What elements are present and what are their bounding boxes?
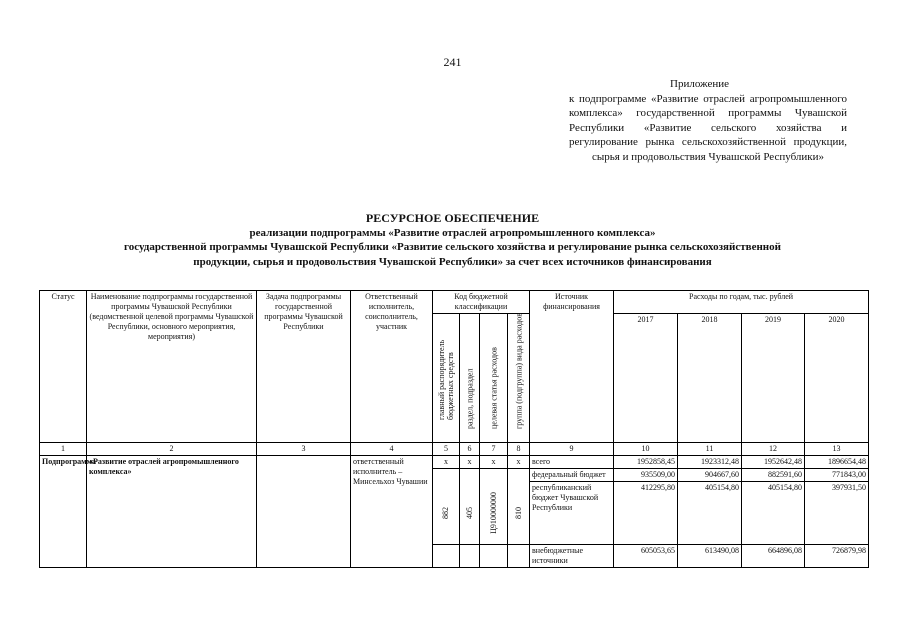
col-number: 4 xyxy=(351,443,433,456)
document-title xyxy=(0,211,905,269)
col-number: 10 xyxy=(614,443,678,456)
value-cell: 605053,65 xyxy=(614,544,678,567)
program-status: Подпрограмма xyxy=(40,456,87,568)
col-number: 11 xyxy=(678,443,742,456)
header-name: Наименование подпрограммы государственной программы Чувашской Республики (ведомственной целевой программы Чувашской Республики, основного мероприятия, мероприятия) xyxy=(87,291,257,443)
title-line-4: продукции, сырья и продовольствия Чувашской Республики» за счет всех источников финансирования xyxy=(193,255,712,268)
value-cell: 397931,50 xyxy=(805,482,869,545)
header-budget-code: Код бюджетной классификации xyxy=(433,291,530,314)
header-year-2017: 2017 xyxy=(614,314,678,443)
value-cell: 904667,60 xyxy=(678,469,742,482)
value-cell: 1952858,45 xyxy=(614,456,678,469)
header-year-2019: 2019 xyxy=(742,314,805,443)
mark-cell: x xyxy=(508,456,530,469)
col-number: 3 xyxy=(257,443,351,456)
value-cell: 935509,00 xyxy=(614,469,678,482)
header-year-2020: 2020 xyxy=(805,314,869,443)
program-executor xyxy=(351,456,433,568)
header-code-group: группа (подгруппа) вида расходов xyxy=(508,314,530,443)
source-cell: внебюджетные источники xyxy=(530,544,614,567)
value-cell: 1952642,48 xyxy=(742,456,805,469)
value-cell: 613490,08 xyxy=(678,544,742,567)
value-cell: 882591,60 xyxy=(742,469,805,482)
col-number: 6 xyxy=(460,443,480,456)
mark-cell: x xyxy=(480,456,508,469)
value-cell: 1896654,48 xyxy=(805,456,869,469)
code-cell-empty xyxy=(508,544,530,567)
col-number: 12 xyxy=(742,443,805,456)
col-number: 13 xyxy=(805,443,869,456)
header-expenses: Расходы по годам, тыс. рублей xyxy=(614,291,869,314)
table-row xyxy=(40,456,869,469)
executor-role: ответственный исполнитель – xyxy=(353,457,404,476)
code-cell-empty xyxy=(460,544,480,567)
value-cell: 405154,80 xyxy=(678,482,742,545)
mark-cell: x xyxy=(433,456,460,469)
col-number: 2 xyxy=(87,443,257,456)
header-status: Статус xyxy=(40,291,87,443)
code-article-cell: Ц910000000 xyxy=(480,482,508,545)
code-group-cell: 810 xyxy=(508,482,530,545)
appendix-text: к подпрограмме «Развитие отраслей агропромышленного комплекса» государственной программы Чувашской Республики «Развитие сельского хозяйства и регулирование рынка сельскохозяйственной продукции, сырья и продовольствия Чувашской Республики» xyxy=(569,92,847,163)
header-task: Задача подпрограммы государственной программы Чувашской Республики xyxy=(257,291,351,443)
col-number: 1 xyxy=(40,443,87,456)
source-cell: федеральный бюджет xyxy=(530,469,614,482)
code-section-cell: 405 xyxy=(460,482,480,545)
title-line-2: реализации подпрограммы «Развитие отраслей агропромышленного комплекса» xyxy=(249,226,656,239)
resource-table xyxy=(39,290,869,568)
code-main-cell: 882 xyxy=(433,482,460,545)
col-number: 8 xyxy=(508,443,530,456)
value-cell: 405154,80 xyxy=(742,482,805,545)
program-name: «Развитие отраслей агропромышленного комплекса» xyxy=(87,456,257,568)
header-code-section: раздел, подраздел xyxy=(460,314,480,443)
code-cell-empty xyxy=(480,544,508,567)
mark-cell: x xyxy=(460,456,480,469)
appendix-note xyxy=(569,77,847,165)
executor-name: Минсельхоз Чувашии xyxy=(353,477,428,486)
code-cell-empty xyxy=(508,469,530,482)
code-cell-empty xyxy=(433,469,460,482)
header-source: Источник финансирования xyxy=(530,291,614,443)
program-task xyxy=(257,456,351,568)
column-number-row xyxy=(40,443,869,456)
value-cell: 726879,98 xyxy=(805,544,869,567)
source-cell: всего xyxy=(530,456,614,469)
value-cell: 771843,00 xyxy=(805,469,869,482)
header-year-2018: 2018 xyxy=(678,314,742,443)
col-number: 7 xyxy=(480,443,508,456)
col-number: 5 xyxy=(433,443,460,456)
header-code-article: целевая статья расходов xyxy=(480,314,508,443)
col-number: 9 xyxy=(530,443,614,456)
value-cell: 664896,08 xyxy=(742,544,805,567)
page-number: 241 xyxy=(443,55,462,69)
code-cell-empty xyxy=(433,544,460,567)
value-cell: 1923312,48 xyxy=(678,456,742,469)
value-cell: 412295,80 xyxy=(614,482,678,545)
title-line-3: государственной программы Чувашской Республики «Развитие сельского хозяйства и регулирование рынка сельскохозяйственной xyxy=(124,241,781,253)
header-executor: Ответственный исполнитель, соисполнитель, участник xyxy=(351,291,433,443)
code-cell-empty xyxy=(480,469,508,482)
title-line-1: РЕСУРСНОЕ ОБЕСПЕЧЕНИЕ xyxy=(365,211,540,225)
code-cell-empty xyxy=(460,469,480,482)
source-cell: республиканский бюджет Чувашской Республики xyxy=(530,482,614,545)
appendix-heading: Приложение xyxy=(670,78,730,90)
header-code-main: главный распорядитель бюджетных средств xyxy=(433,314,460,443)
